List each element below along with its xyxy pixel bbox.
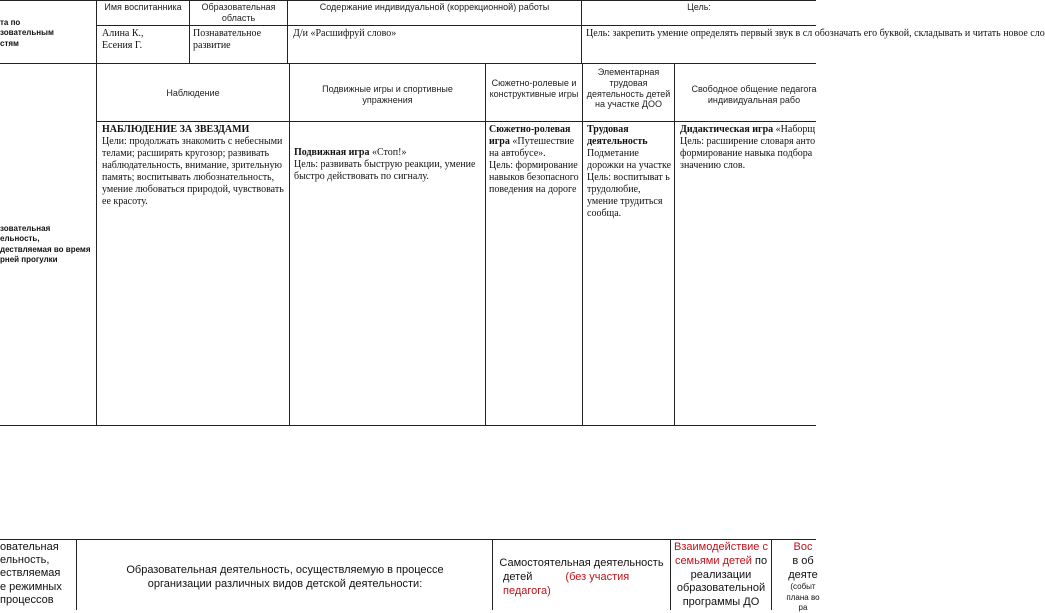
header-outdoor-games: Подвижные игры и спортивные упражнения [322, 84, 453, 105]
independent-children: детей [503, 570, 533, 583]
header-goal: Цель: [687, 2, 711, 12]
bottom-center-text: Образовательная деятельность, осуществляемую в процессе организации различных видов детской деятельности: [126, 564, 444, 591]
observation-title: НАБЛЮДЕНИЕ ЗА ЗВЕЗДАМИ [102, 124, 250, 135]
observation-text: Цели: продолжать знакомить с небесными телами; расширять кругозор; развивать наблюдательность, внимание, зрительную память; воспитывать любознательность, умение любоваться природой, чувствовать ее красоту. [102, 136, 284, 207]
role-play-cell [489, 124, 581, 196]
header-labor: Элементарная трудовая деятельность детей на участке ДОО [586, 67, 671, 110]
header-pupil-name: Имя воспитанника [104, 2, 182, 12]
labor-title: Трудовая деятельность [587, 124, 648, 147]
didactic-title: Дидактическая игра [680, 124, 774, 135]
role-name: «Путешествие на автобусе». [489, 136, 575, 159]
role-title: Сюжетно-ролевая игра [489, 124, 571, 147]
header-role-play: Сюжетно-ролевые и конструктивные игры [489, 78, 579, 99]
role-text: Цель: формирование навыков безопасного поведения на дороге [489, 160, 579, 195]
header-content: Содержание индивидуальной (коррекционной) работы [319, 2, 550, 12]
goal-text: Цель: закрепить умение определять первый звук в сл обозначать его буквой, складывать и читать новое сло [586, 28, 1045, 39]
labor-text: Подметание дорожки на участке Цель: воспитыват ь трудолюбие, умение трудиться сообща. [587, 148, 672, 219]
header-observation: Наблюдение [166, 88, 220, 98]
family-interaction [672, 541, 770, 610]
independent-title: Самостоятельная деятельность [499, 557, 664, 569]
bottom-left-label: овательная ельность, ествляемая е режимных процессов [0, 541, 62, 606]
header-free-comm: Свободное общение педагога индивидуальная рабо [691, 84, 817, 105]
pupil-names: Алина К., Есения Г. [102, 28, 144, 51]
outdoor-cell [294, 147, 482, 183]
observation-cell [102, 124, 286, 208]
last-black: в об деяте [788, 554, 818, 581]
outdoor-title: Подвижная игра [294, 147, 370, 158]
interaction-red: Взаимодействие с семьями детей [674, 541, 768, 567]
top-left-label: та по зовательным стям [0, 18, 54, 48]
didactic-text: Цель: расширение словаря анто формирование навыка подбора значению слов. [680, 136, 816, 171]
without-teacher: (без участия педагога) [503, 570, 630, 597]
edu-area-value: Познавательное развитие [193, 28, 262, 51]
last-column [773, 541, 833, 613]
outdoor-name: «Стоп!» [369, 147, 407, 158]
labor-cell [587, 124, 673, 220]
last-red: Вос [793, 541, 813, 553]
middle-left-label: зовательная ельность, дествляемая во время рней прогулки [0, 224, 91, 265]
interaction-black: по реализации образовательной программы ДО [676, 554, 768, 608]
didactic-game: Д/и «Расшифруй слово» [293, 28, 397, 39]
independent-activity [493, 557, 670, 598]
header-edu-area: Образовательная область [201, 2, 276, 23]
didactic-name: «Наборщ [773, 124, 816, 135]
outdoor-text: Цель: развивать быструю реакции, умение быстро действовать по сигналу. [294, 159, 476, 182]
didactic-cell [680, 124, 820, 172]
last-small: (событ плана во ра [786, 582, 820, 613]
